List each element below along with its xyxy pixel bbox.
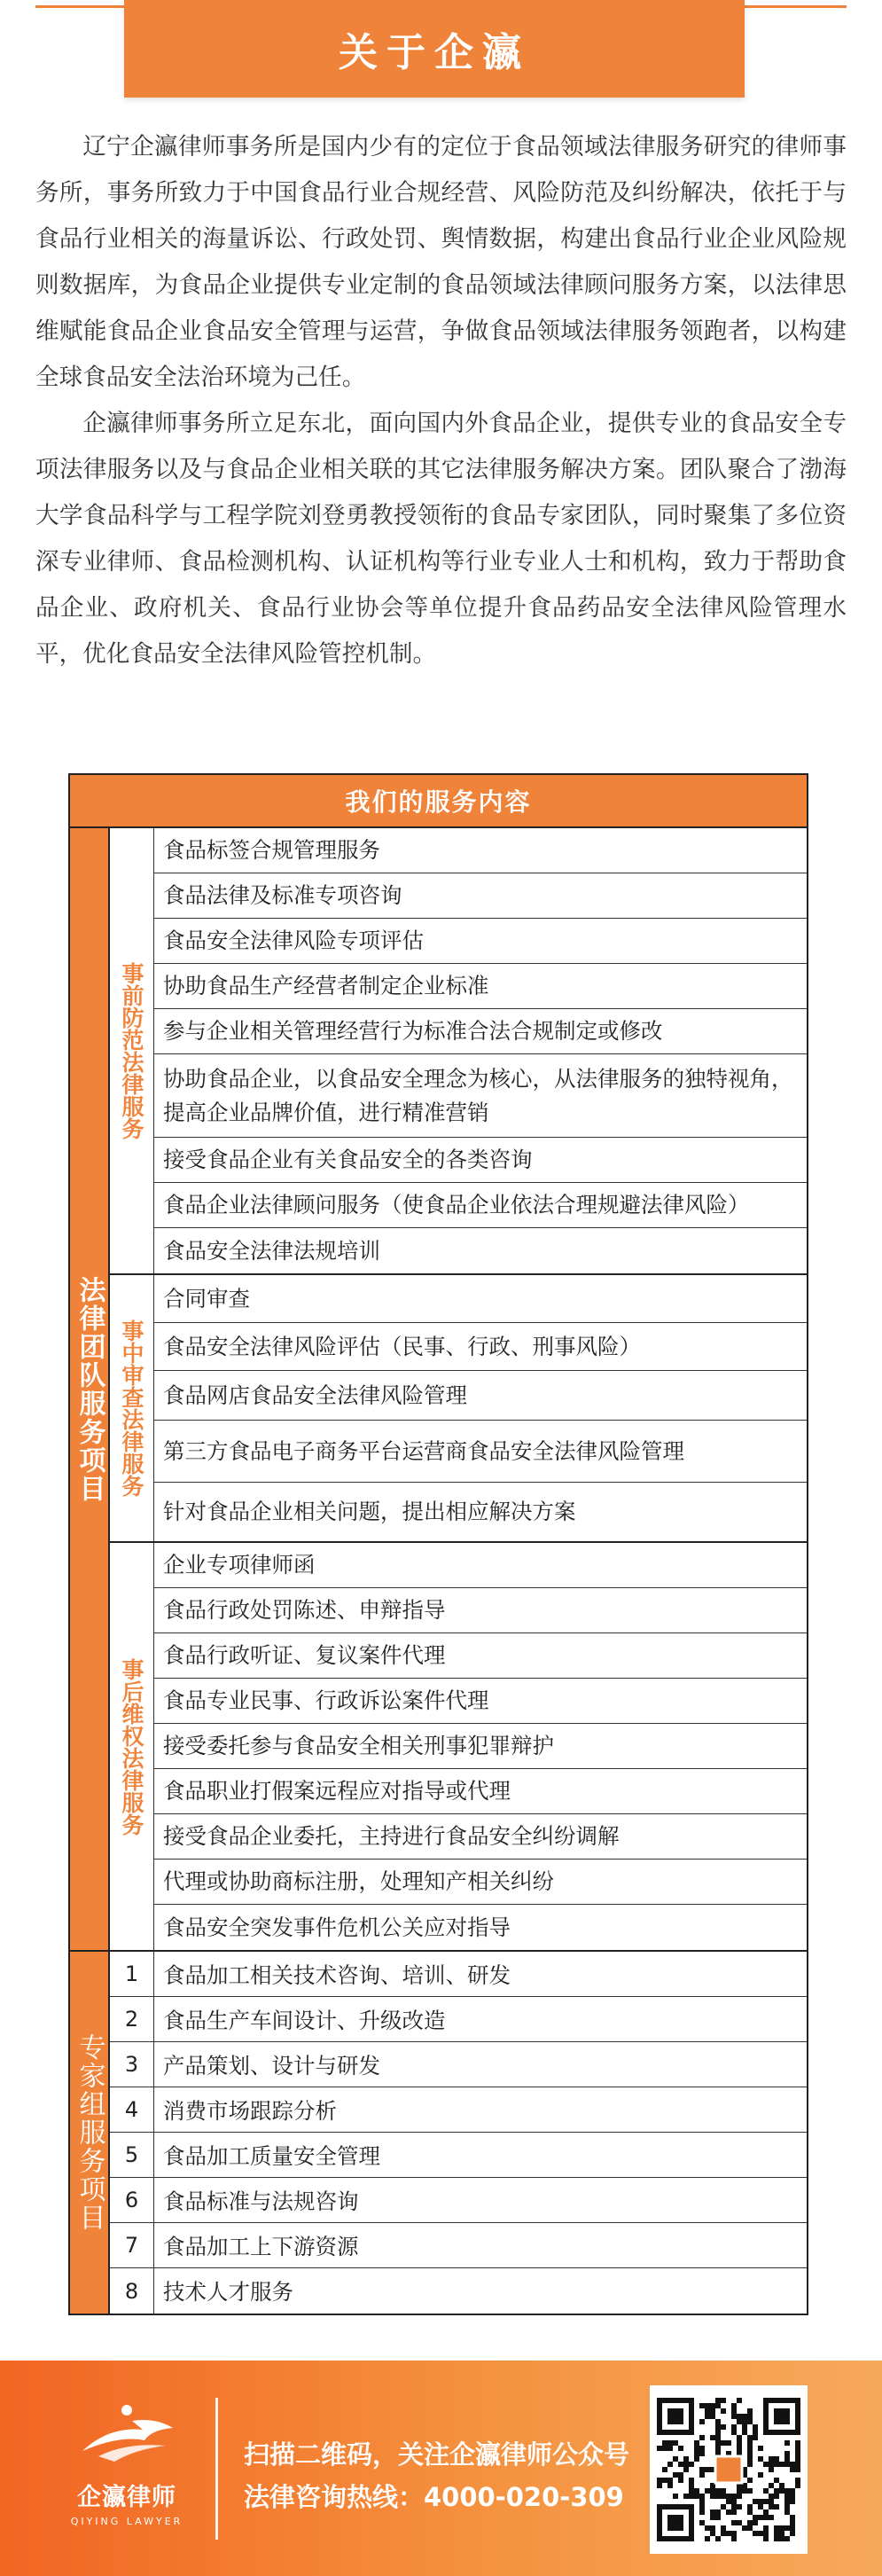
expert-item-text: 食品标准与法规咨询 — [163, 2188, 359, 2214]
expert-item-text: 产品策划、设计与研发 — [163, 2052, 380, 2079]
service-item: 食品安全法律风险评估（民事、行政、刑事风险） — [154, 1323, 807, 1371]
service-item: 食品行政听证、复议案件代理 — [154, 1633, 807, 1679]
expert-item-text: 食品生产车间设计、升级改造 — [163, 2007, 446, 2033]
qiying-logo-icon — [74, 2391, 180, 2470]
expert-item — [110, 2042, 807, 2087]
service-item: 食品专业民事、行政诉讼案件代理 — [154, 1679, 807, 1724]
expert-item — [110, 1952, 807, 1997]
service-group-items — [154, 828, 807, 1273]
service-item: 食品企业法律顾问服务（使食品企业依法合理规避法律风险） — [154, 1183, 807, 1228]
service-group-label: 事中审查法律服务 — [110, 1275, 154, 1541]
service-item: 协助食品生产经营者制定企业标准 — [154, 964, 807, 1009]
expert-item-text: 技术人才服务 — [163, 2279, 293, 2305]
service-item: 合同审查 — [154, 1275, 807, 1323]
expert-item-text: 消费市场跟踪分析 — [163, 2097, 337, 2124]
service-table-title: 我们的服务内容 — [70, 775, 807, 828]
service-group-label: 事后维权法律服务 — [110, 1543, 154, 1950]
service-item: 接受委托参与食品安全相关刑事犯罪辩护 — [154, 1724, 807, 1769]
expert-item-number: 1 — [110, 1952, 154, 1996]
expert-item-number: 7 — [110, 2223, 154, 2267]
footer — [0, 2361, 882, 2576]
expert-item — [110, 2223, 807, 2268]
expert-item-number: 5 — [110, 2133, 154, 2177]
expert-item — [110, 2133, 807, 2178]
intro-text — [35, 124, 847, 677]
service-item: 接受食品企业委托，主持进行食品安全纠纷调解 — [154, 1814, 807, 1860]
legal-groups — [110, 828, 807, 1950]
service-item: 食品标签合规管理服务 — [154, 828, 807, 873]
expert-item — [110, 2178, 807, 2223]
service-item: 食品安全法律风险专项评估 — [154, 919, 807, 964]
expert-section — [70, 1950, 807, 2314]
service-item: 食品行政处罚陈述、申辩指导 — [154, 1588, 807, 1633]
service-item: 食品安全突发事件危机公关应对指导 — [163, 1914, 511, 1940]
expert-item-number: 8 — [110, 2268, 154, 2314]
expert-label: 专家组服务项目 — [70, 1952, 110, 2314]
footer-logo — [60, 2391, 193, 2550]
service-item: 接受食品企业有关食品安全的各类咨询 — [154, 1138, 807, 1183]
service-item: 食品安全法律法规培训 — [163, 1237, 380, 1264]
expert-item — [110, 2087, 807, 2133]
legal-team-label: 法律团队服务项目 — [70, 828, 110, 1950]
service-group — [110, 1275, 807, 1543]
service-item: 针对食品企业相关问题，提出相应解决方案 — [163, 1499, 576, 1524]
page-title: 关于企瀛 — [124, 0, 745, 98]
service-group-items — [154, 1543, 807, 1950]
expert-rows — [110, 1952, 807, 2314]
logo-name-cn: 企瀛律师 — [77, 2484, 176, 2511]
service-item: 食品法律及标准专项咨询 — [154, 873, 807, 919]
service-group — [110, 1543, 807, 1950]
intro-paragraph: 企瀛律师事务所立足东北，面向国内外食品企业，提供专业的食品安全专项法律服务以及与食品企业相关联的其它法律服务解决方案。团队聚合了渤海大学食品科学与工程学院刘登勇教授领衔的食品专家团队，同时聚集了多位资深专业律师、食品检测机构、认证机构等行业专业人士和机构，致力于帮助食品企业、政府机关、食品行业协会等单位提升食品药品安全法律风险管理水平，优化食品安全法律风险管控机制。 — [35, 410, 847, 668]
expert-item-text: 食品加工质量安全管理 — [163, 2142, 380, 2169]
expert-item-number: 2 — [110, 1997, 154, 2041]
expert-item-number: 3 — [110, 2042, 154, 2087]
expert-item-text: 食品加工上下游资源 — [163, 2233, 359, 2259]
expert-item — [110, 1997, 807, 2042]
service-item: 食品网店食品安全法律风险管理 — [154, 1371, 807, 1421]
legal-team-section — [70, 828, 807, 1950]
footer-divider — [215, 2398, 218, 2540]
footer-text — [244, 2433, 629, 2518]
service-group-items — [154, 1275, 807, 1541]
expert-item-text: 食品加工相关技术咨询、培训、研发 — [163, 1961, 511, 1988]
service-item: 食品职业打假案远程应对指导或代理 — [154, 1769, 807, 1814]
footer-line-hotline: 法律咨询热线：4000-020-309 — [244, 2482, 624, 2512]
service-table — [68, 773, 808, 2315]
qr-code-icon — [655, 2391, 802, 2549]
service-item: 企业专项律师函 — [154, 1543, 807, 1588]
intro-paragraph: 辽宁企瀛律师事务所是国内少有的定位于食品领域法律服务研究的律师事务所，事务所致力于中国食品行业合规经营、风险防范及纠纷解决，依托于与食品行业相关的海量诉讼、行政处罚、舆情数据，构建出食品行业企业风险规则数据库，为食品企业提供专业定制的食品领域法律顾问服务方案，以法律思维赋能食品企业食品安全管理与运营，争做食品领域法律服务领跑者，以构建全球食品安全法治环境为己任。 — [35, 133, 847, 391]
expert-item — [110, 2268, 807, 2314]
expert-item-number: 4 — [110, 2087, 154, 2132]
footer-line-qr: 扫描二维码，关注企瀛律师公众号 — [244, 2439, 630, 2470]
service-item: 参与企业相关管理经营行为标准合法合规制定或修改 — [154, 1009, 807, 1054]
qr-code[interactable] — [650, 2385, 808, 2554]
service-item: 第三方食品电子商务平台运营商食品安全法律风险管理 — [154, 1421, 807, 1483]
logo-name-en: QIYING LAWYER — [70, 2516, 183, 2527]
service-group-label: 事前防范法律服务 — [110, 828, 154, 1273]
service-item: 协助食品企业，以食品安全理念为核心，从法律服务的独特视角，提高企业品牌价值，进行精准营销 — [154, 1054, 807, 1138]
expert-item-number: 6 — [110, 2178, 154, 2222]
service-item: 代理或协助商标注册，处理知产相关纠纷 — [154, 1860, 807, 1905]
service-group — [110, 828, 807, 1275]
